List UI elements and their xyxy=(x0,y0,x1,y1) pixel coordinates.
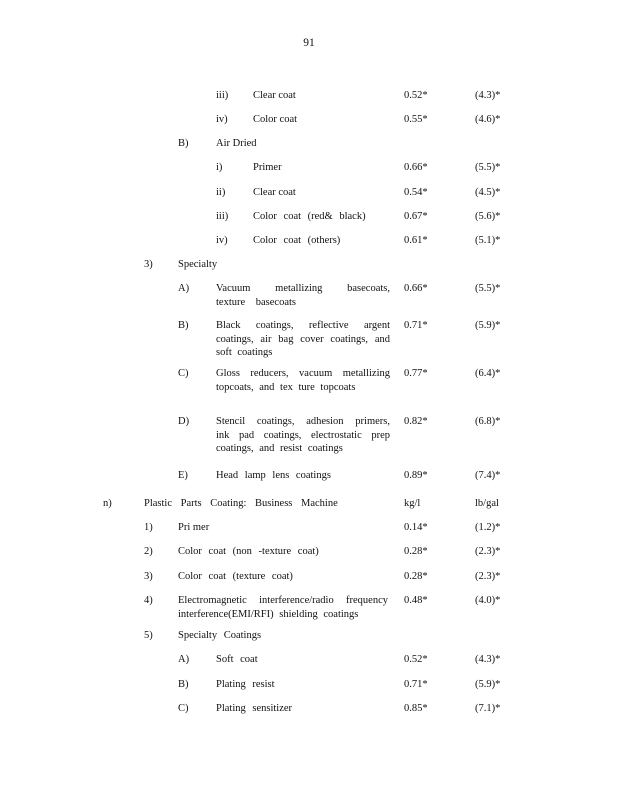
item-label: 3) xyxy=(144,259,153,270)
value-kg-per-l: 0.66* xyxy=(404,162,428,173)
value-kg-per-l: 0.28* xyxy=(404,571,428,582)
value-kg-per-l: 0.77* xyxy=(404,368,428,379)
value-lb-per-gal: (5.5)* xyxy=(475,162,501,173)
item-label: B) xyxy=(178,679,189,690)
item-text: Plating sensitizer xyxy=(216,703,293,714)
value-lb-per-gal: (1.2)* xyxy=(475,522,501,533)
value-kg-per-l: 0.71* xyxy=(404,320,428,331)
item-label: 2) xyxy=(144,546,153,557)
value-lb-per-gal: (2.3)* xyxy=(475,571,501,582)
value-lb-per-gal: (2.3)* xyxy=(475,546,501,557)
item-label: B) xyxy=(178,138,189,149)
item-label: E) xyxy=(178,470,188,481)
item-text: Primer xyxy=(253,162,282,173)
item-label: D) xyxy=(178,416,190,427)
item-text: Black coatings, reflective argent coatings, air bag cover coatings, and soft coatings xyxy=(216,320,390,358)
item-label: iii) xyxy=(216,90,229,101)
item-label: C) xyxy=(178,368,189,379)
value-kg-per-l: 0.52* xyxy=(404,90,428,101)
item-label: ii) xyxy=(216,187,226,198)
item-text: Electromagnetic interference/radio frequency interference(EMI/RFI) shielding coatings xyxy=(178,595,388,620)
item-label: A) xyxy=(178,654,190,665)
value-lb-per-gal: (4.0)* xyxy=(475,595,501,606)
item-text: Pri mer xyxy=(178,522,210,533)
value-lb-per-gal: (4.3)* xyxy=(475,90,501,101)
item-text: Specialty xyxy=(178,259,218,270)
value-lb-per-gal: (4.6)* xyxy=(475,114,501,125)
value-kg-per-l: 0.55* xyxy=(404,114,428,125)
item-label: 4) xyxy=(144,595,153,606)
item-text: Clear coat xyxy=(253,187,296,198)
item-label: B) xyxy=(178,320,189,331)
item-text: Head lamp lens coatings xyxy=(216,470,331,481)
item-label: iv) xyxy=(216,114,228,125)
item-text: Gloss reducers, vacuum metallizing topcoats, and tex ture topcoats xyxy=(216,368,390,393)
item-text: Color coat (others) xyxy=(253,235,341,246)
value-kg-per-l: 0.48* xyxy=(404,595,428,606)
section-label: n) xyxy=(103,498,112,509)
value-lb-per-gal: (4.3)* xyxy=(475,654,501,665)
page-number: 91 xyxy=(303,37,315,49)
item-label: iv) xyxy=(216,235,228,246)
value-lb-per-gal: (5.5)* xyxy=(475,283,501,294)
value-lb-per-gal: (5.9)* xyxy=(475,679,501,690)
item-text: Air Dried xyxy=(216,138,257,149)
value-kg-per-l: 0.66* xyxy=(404,283,428,294)
value-kg-per-l: 0.82* xyxy=(404,416,428,427)
value-lb-per-gal: (7.4)* xyxy=(475,470,501,481)
value-lb-per-gal: (5.9)* xyxy=(475,320,501,331)
item-label: C) xyxy=(178,703,189,714)
item-text: Soft coat xyxy=(216,654,258,665)
item-text: Plating resist xyxy=(216,679,275,690)
value-lb-per-gal: (7.1)* xyxy=(475,703,501,714)
value-kg-per-l: 0.85* xyxy=(404,703,428,714)
item-text: Specialty Coatings xyxy=(178,630,262,641)
item-label: 1) xyxy=(144,522,153,533)
item-label: A) xyxy=(178,283,190,294)
value-kg-per-l: 0.71* xyxy=(404,679,428,690)
value-lb-per-gal: (6.8)* xyxy=(475,416,501,427)
value-kg-per-l: 0.28* xyxy=(404,546,428,557)
value-kg-per-l: 0.61* xyxy=(404,235,428,246)
value-lb-per-gal: (6.4)* xyxy=(475,368,501,379)
value-kg-per-l: 0.89* xyxy=(404,470,428,481)
value-kg-per-l: 0.67* xyxy=(404,211,428,222)
value-lb-per-gal: (5.6)* xyxy=(475,211,501,222)
item-text: Color coat (red& black) xyxy=(253,211,366,222)
item-label: iii) xyxy=(216,211,229,222)
unit-header-lb-per-gal: lb/gal xyxy=(475,498,499,509)
unit-header-kg-per-l: kg/l xyxy=(404,498,421,509)
item-label: 5) xyxy=(144,630,153,641)
value-kg-per-l: 0.54* xyxy=(404,187,428,198)
item-label: i) xyxy=(216,162,223,173)
section-title: Plastic Parts Coating: Business Machine xyxy=(144,498,338,509)
item-text: Stencil coatings, adhesion primers, ink pad coatings, electrostatic prep coatings, and resist coatings xyxy=(216,416,390,454)
item-label: 3) xyxy=(144,571,153,582)
item-text: Color coat xyxy=(253,114,298,125)
item-text: Vacuum metallizing basecoats, texture basecoats xyxy=(216,283,390,308)
value-kg-per-l: 0.14* xyxy=(404,522,428,533)
value-kg-per-l: 0.52* xyxy=(404,654,428,665)
value-lb-per-gal: (4.5)* xyxy=(475,187,501,198)
item-text: Clear coat xyxy=(253,90,296,101)
value-lb-per-gal: (5.1)* xyxy=(475,235,501,246)
item-text: Color coat (texture coat) xyxy=(178,571,293,582)
item-text: Color coat (non -texture coat) xyxy=(178,546,319,557)
